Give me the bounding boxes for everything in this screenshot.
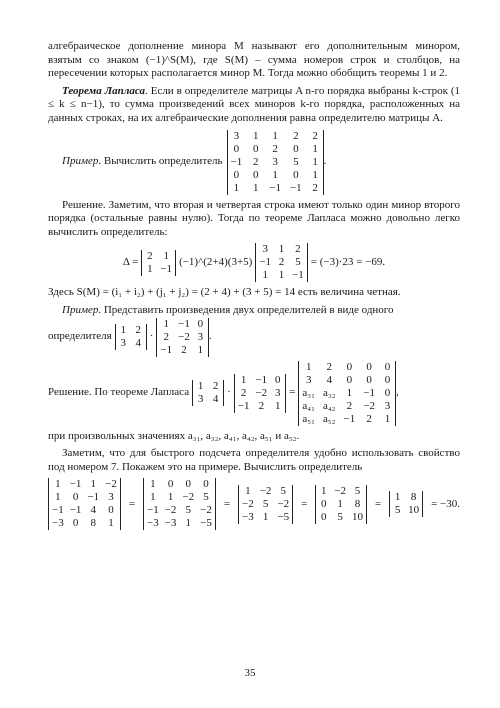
matrix-cell: 2 [147, 249, 153, 262]
matrix-cell: 0 [274, 373, 281, 386]
matrix-cell: 1 [312, 168, 318, 181]
matrix-cell: 10 [408, 504, 420, 517]
matrix-cell: 0 [252, 142, 259, 155]
matrix-cell: 1 [252, 129, 259, 142]
matrix-cell: a₃₂ [322, 386, 336, 399]
here-line: Здесь S(M) = (i₁ + i₂) + (j₁ + j₂) = (2 + 4) + (3 + 5) = 14 есть величина четная. [48, 286, 401, 299]
final-det-5 [389, 491, 423, 517]
matrix-cell: 1 [262, 269, 268, 282]
matrix-cell: 1 [272, 129, 278, 142]
matrix-cell: 2 [312, 129, 318, 142]
matrix-cell: 3 [262, 243, 268, 256]
paragraph-intro: алгебраическое дополнение минора M называют его дополнительным минором, взятым со знаком (−1)^S(M), где S(M) – сумма номеров строк и столбцов, на пересечении которых располагается минор M. Тогда можно обобщить теоремы 1 и 2. [48, 40, 460, 80]
matrix-cell: 5 [280, 484, 287, 497]
matrix-cell: 8 [354, 497, 361, 510]
matrix-cell: 0 [72, 491, 79, 504]
matrix-cell: 1 [90, 478, 97, 491]
matrix-cell: 3 [274, 386, 281, 399]
matrix-cell: 3 [197, 330, 204, 343]
matrix-cell: 1 [312, 155, 318, 168]
matrix-cell: −3 [52, 517, 64, 530]
matrix-cell: 0 [72, 517, 79, 530]
theorem-text: . Если в определителе матрицы A n-го порядка выбраны k-строк (1 ≤ k ≤ n−1), то сумма произведений всех миноров k-го порядка, расположенных на данных строках, на их алгебраические дополнения равна определителю матрицы A. [48, 84, 460, 124]
example-2-formula: определителя 1 2 3 4 · 1 −1 0 2 −2 3 −1 2 1 . [48, 317, 212, 356]
delta-formula [48, 243, 460, 282]
matrix-cell: 1 [346, 386, 353, 399]
example-1-determinant [227, 130, 324, 195]
solution-2-det-b [234, 374, 286, 413]
final-formula: 1 −1 1 −2 1 0 −1 3 −1 −1 4 0 −3 0 8 1 = 1 0 0 0 1 1 −2 5 −1 −2 5 −2 −3 −3 1 −5 = 1 −2 5 −2 5 −2 −3 1 −5 = 1 −2 5 0 1 8 0 5 10 = 1 8 5 10 = −30. [48, 478, 460, 530]
example-1-end: . [323, 155, 327, 168]
matrix-cell: 0 [233, 142, 240, 155]
matrix-cell: −2 [259, 484, 272, 497]
matrix-cell: 2 [212, 380, 219, 393]
matrix-cell: 0 [197, 317, 204, 330]
page-body [48, 40, 460, 530]
matrix-cell: 1 [272, 168, 278, 181]
delta-rhs: = (−3)·23 = −69. [310, 256, 386, 269]
matrix-cell: 1 [197, 380, 204, 393]
matrix-cell: 8 [410, 491, 417, 504]
delta-lhs: Δ = [122, 256, 139, 269]
matrix-cell: 5 [354, 484, 361, 497]
matrix-cell: −2 [277, 497, 290, 510]
matrix-cell: 1 [150, 478, 156, 491]
matrix-cell: −2 [182, 491, 195, 504]
matrix-cell: 4 [326, 373, 332, 386]
final-det-1 [48, 478, 121, 530]
matrix-cell: 1 [245, 484, 251, 497]
matrix-cell: 5 [295, 256, 301, 269]
matrix-cell: −1 [255, 373, 268, 386]
matrix-cell: 1 [150, 491, 156, 504]
solution-2: Решение. По теореме Лапласа 1 2 3 4 · 1 −1 0 2 −2 3 −1 2 1 = 1 2 0 0 0 3 4 0 0 0 a₃₁ a₃₂ 1 −1 0 a₄₁ a₄₂ 2 −2 3 a₅₁ a₅₂ −1 2 1 , [48, 360, 399, 425]
matrix-cell: −1 [363, 386, 375, 399]
matrix-cell: −3 [147, 517, 159, 530]
matrix-cell: −1 [69, 504, 82, 517]
matrix-cell: 1 [55, 491, 61, 504]
example-2-text: . Представить произведения двух определителей в виде одного [98, 303, 394, 316]
matrix-cell: a₄₂ [322, 399, 336, 412]
matrix-cell: 1 [312, 142, 318, 155]
matrix-cell: −2 [242, 497, 254, 510]
matrix-cell: 1 [278, 269, 285, 282]
matrix-cell: 3 [384, 399, 391, 412]
delta-minor-3x3 [255, 243, 307, 282]
page-number: 35 [244, 667, 256, 679]
matrix-cell: −2 [255, 386, 268, 399]
matrix-cell: 0 [321, 510, 327, 523]
final-end: = −30. [431, 497, 460, 510]
example-2-det-a [115, 324, 147, 350]
matrix-cell: 3 [233, 129, 240, 142]
matrix-cell: 1 [274, 399, 281, 412]
final-det-2 [143, 478, 216, 530]
matrix-cell: 0 [293, 142, 299, 155]
matrix-cell: 1 [384, 412, 391, 425]
matrix-cell: a₃₁ [302, 386, 315, 399]
matrix-cell: −1 [292, 269, 304, 282]
matrix-cell: 0 [366, 373, 372, 386]
example-1-text: . Вычислить определитель [98, 155, 223, 168]
matrix-cell: 4 [212, 393, 219, 406]
matrix-cell: −2 [178, 330, 190, 343]
matrix-cell: 5 [203, 491, 209, 504]
matrix-cell: 10 [352, 510, 363, 523]
matrix-cell: 0 [167, 478, 174, 491]
matrix-cell: −3 [164, 517, 177, 530]
matrix-cell: −1 [178, 317, 190, 330]
matrix-cell: 1 [394, 491, 401, 504]
matrix-cell: −1 [52, 504, 64, 517]
matrix-cell: 5 [337, 510, 343, 523]
matrix-cell: 2 [272, 142, 278, 155]
matrix-cell: 2 [295, 243, 301, 256]
matrix-cell: −1 [230, 155, 243, 168]
matrix-cell: −2 [200, 504, 212, 517]
matrix-cell: 3 [272, 155, 278, 168]
matrix-cell: 5 [185, 504, 192, 517]
theorem-title: Теорема Лапласа [62, 84, 146, 97]
matrix-cell: 5 [262, 497, 269, 510]
matrix-cell: −1 [87, 491, 100, 504]
solution-2-word: Решение. По теореме Лапласа [48, 386, 190, 399]
example-2-paragraph [48, 304, 460, 318]
matrix-cell: 0 [185, 478, 192, 491]
matrix-cell: 2 [346, 399, 353, 412]
matrix-cell: 1 [262, 510, 269, 523]
matrix-cell: 2 [326, 360, 332, 373]
delta-minor-2x2 [141, 250, 176, 276]
matrix-cell: −5 [200, 517, 212, 530]
final-det-3 [238, 485, 293, 524]
matrix-cell: 1 [185, 517, 192, 530]
matrix-cell: −1 [343, 412, 356, 425]
matrix-cell: −1 [147, 504, 159, 517]
matrix-cell: 2 [293, 129, 299, 142]
matrix-cell: 1 [278, 243, 285, 256]
example-2-det-b [156, 318, 208, 357]
matrix-cell: −2 [334, 484, 346, 497]
matrix-cell: 4 [135, 337, 141, 350]
matrix-cell: 3 [197, 393, 204, 406]
matrix-cell: 1 [252, 181, 259, 194]
arbitrary-values-line: при произвольных значениях a₃₁, a₃₂, a₄₁, a₄₂, a₅₁ и a₅₂. [48, 429, 300, 442]
matrix-cell: 0 [384, 373, 391, 386]
final-det-4 [315, 485, 367, 524]
matrix-cell: 2 [252, 155, 259, 168]
matrix-cell: 0 [233, 168, 240, 181]
matrix-cell: 1 [337, 497, 343, 510]
solution-2-det-big [298, 361, 396, 426]
matrix-cell: 3 [305, 373, 312, 386]
matrix-cell: a₅₂ [322, 412, 336, 425]
example-2-label: Пример [62, 303, 99, 316]
matrix-cell: 4 [90, 504, 97, 517]
matrix-cell: 0 [321, 497, 327, 510]
matrix-cell: 0 [203, 478, 209, 491]
matrix-cell: 0 [252, 168, 259, 181]
matrix-cell: 1 [233, 181, 240, 194]
matrix-cell: −1 [160, 343, 173, 356]
matrix-cell: 0 [384, 386, 391, 399]
matrix-cell: −1 [69, 478, 82, 491]
matrix-cell: −1 [237, 399, 250, 412]
matrix-cell: 2 [163, 330, 169, 343]
matrix-cell: 5 [293, 155, 299, 168]
matrix-cell: 0 [108, 504, 114, 517]
matrix-cell: 2 [278, 256, 285, 269]
matrix-cell: 1 [163, 249, 169, 262]
matrix-cell: 0 [346, 360, 353, 373]
matrix-cell: 1 [55, 478, 61, 491]
matrix-cell: 1 [197, 343, 204, 356]
matrix-cell: −1 [269, 181, 281, 194]
matrix-cell: a₄₁ [302, 399, 315, 412]
solution-2-det-a [192, 380, 224, 406]
matrix-cell: 3 [120, 337, 126, 350]
matrix-cell: 3 [108, 491, 114, 504]
matrix-cell: 0 [346, 373, 353, 386]
matrix-cell: −3 [242, 510, 254, 523]
matrix-cell: 5 [394, 504, 401, 517]
theorem-paragraph [48, 85, 460, 126]
matrix-cell: 1 [147, 262, 153, 275]
matrix-cell: 0 [384, 360, 391, 373]
matrix-cell: 2 [366, 412, 372, 425]
matrix-cell: 1 [321, 484, 327, 497]
matrix-cell: a₅₁ [302, 412, 315, 425]
matrix-cell: 0 [366, 360, 372, 373]
example-1-label: Пример [62, 155, 99, 168]
matrix-cell: 1 [305, 360, 312, 373]
matrix-cell: 0 [293, 168, 299, 181]
matrix-cell: 1 [108, 517, 114, 530]
example-2-word: определителя [48, 330, 112, 343]
matrix-cell: −2 [105, 478, 117, 491]
example-1 [62, 130, 460, 195]
delta-sign: (−1)^(2+4)(3+5) [179, 256, 253, 269]
matrix-cell: −2 [164, 504, 177, 517]
matrix-cell: 1 [120, 324, 126, 337]
matrix-cell: 2 [240, 386, 247, 399]
paragraph-last: Заметим, что для быстрого подсчета определителя удобно использовать свойство под номером 7. Покажем это на примере. Вычислить определитель [48, 447, 460, 473]
matrix-cell: 2 [312, 181, 318, 194]
matrix-cell: −5 [277, 510, 290, 523]
matrix-cell: −1 [289, 181, 302, 194]
solution-1: Решение. Заметим, что вторая и четвертая строка имеют только один минор второго порядка (остальные равны нулю). Тогда по теореме Лапласа можно довольно легко вычислить определитель: [48, 198, 460, 238]
matrix-cell: 2 [181, 343, 187, 356]
matrix-cell: 1 [240, 373, 247, 386]
matrix-cell: −1 [160, 262, 173, 275]
matrix-cell: 2 [135, 324, 141, 337]
matrix-cell: −1 [259, 256, 272, 269]
matrix-cell: −2 [363, 399, 375, 412]
matrix-cell: 2 [258, 399, 265, 412]
matrix-cell: 8 [90, 517, 97, 530]
matrix-cell: 1 [163, 317, 169, 330]
matrix-cell: 1 [167, 491, 174, 504]
